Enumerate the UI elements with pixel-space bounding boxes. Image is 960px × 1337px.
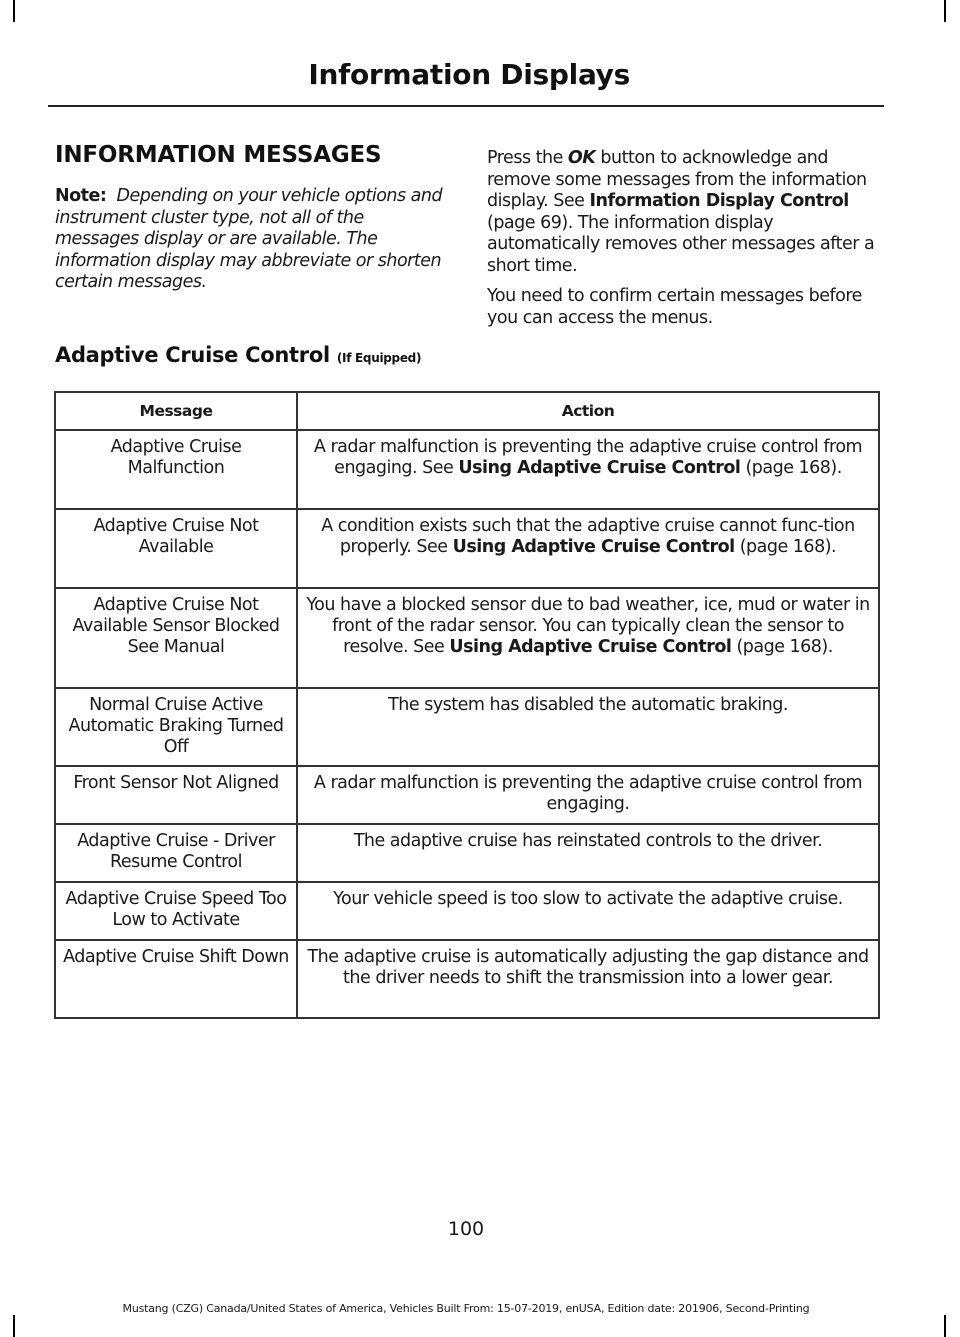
action-cell: The system has disabled the automatic braking. (297, 688, 879, 766)
note-paragraph (55, 186, 450, 294)
action-cell: A radar malfunction is preventing the adaptive cruise control from engaging. See Using Adaptive Cruise Control (page 168). (297, 430, 879, 509)
acknowledge-paragraph: Press the OK button to acknowledge and remove some messages from the information display. See Information Display Control (page 69). The information display automatically removes other messages after a short time. (487, 148, 875, 276)
ok-button-ref: OK (567, 148, 596, 168)
cross-reference-link[interactable]: Using Adaptive Cruise Control (452, 537, 735, 557)
subsection-qualifier: (If Equipped) (336, 351, 422, 365)
header-divider (48, 105, 884, 107)
page-number: 100 (447, 1218, 485, 1240)
crop-mark (13, 1315, 15, 1337)
section-title: INFORMATION MESSAGES (55, 142, 382, 168)
header-action: Action (297, 392, 879, 430)
table-row (55, 688, 879, 766)
table-row (55, 588, 879, 688)
crop-mark (944, 0, 946, 22)
crop-mark (944, 1315, 946, 1337)
cross-reference-link[interactable]: Using Adaptive Cruise Control (458, 458, 741, 478)
table-row (55, 940, 879, 1018)
table-row (55, 509, 879, 588)
message-cell: Adaptive Cruise Speed Too Low to Activate (55, 882, 297, 940)
message-cell: Adaptive Cruise - Driver Resume Control (55, 824, 297, 882)
right-column (487, 148, 887, 338)
action-cell: You have a blocked sensor due to bad weather, ice, mud or water in front of the radar sensor. You can typically clean the sensor to resolve. See Using Adaptive Cruise Control (page 168). (297, 588, 879, 688)
cross-reference-link[interactable]: Information Display Control (589, 191, 849, 211)
action-cell: Your vehicle speed is too slow to activate the adaptive cruise. (297, 882, 879, 940)
message-cell: Adaptive Cruise Shift Down (55, 940, 297, 1018)
confirm-paragraph: You need to confirm certain messages before you can access the menus. (487, 286, 862, 328)
message-cell: Adaptive Cruise Not Available (55, 509, 297, 588)
subsection-title: Adaptive Cruise Control (If Equipped) (55, 343, 422, 367)
action-cell: A condition exists such that the adaptive cruise cannot func-tion properly. See Using Adaptive Cruise Control (page 168). (297, 509, 879, 588)
message-cell: Adaptive Cruise Not Available Sensor Blocked See Manual (55, 588, 297, 688)
message-cell: Front Sensor Not Aligned (55, 766, 297, 824)
message-cell: Adaptive Cruise Malfunction (55, 430, 297, 509)
table-row (55, 430, 879, 509)
table-row (55, 882, 879, 940)
left-column (55, 142, 450, 294)
action-cell: The adaptive cruise has reinstated controls to the driver. (297, 824, 879, 882)
note-text: Depending on your vehicle options and instrument cluster type, not all of the messages display or are available. The information display may abbreviate or shorten certain messages. (55, 186, 443, 292)
table-row (55, 766, 879, 824)
action-cell: The adaptive cruise is automatically adjusting the gap distance and the driver needs to shift the transmission into a lower gear. (297, 940, 879, 1018)
messages-table (54, 391, 880, 1019)
action-cell: A radar malfunction is preventing the adaptive cruise control from engaging. (297, 766, 879, 824)
page-header-title: Information Displays (308, 58, 630, 91)
note-label: Note: (55, 186, 107, 206)
crop-mark (13, 0, 15, 22)
table-header-row (55, 392, 879, 430)
footer-text: Mustang (CZG) Canada/United States of America, Vehicles Built From: 15-07-2019, enUSA, Edition date: 201906, Second-Printing (122, 1302, 810, 1315)
table-row (55, 824, 879, 882)
message-cell: Normal Cruise Active Automatic Braking Turned Off (55, 688, 297, 766)
header-message: Message (55, 392, 297, 430)
cross-reference-link[interactable]: Using Adaptive Cruise Control (449, 637, 732, 657)
